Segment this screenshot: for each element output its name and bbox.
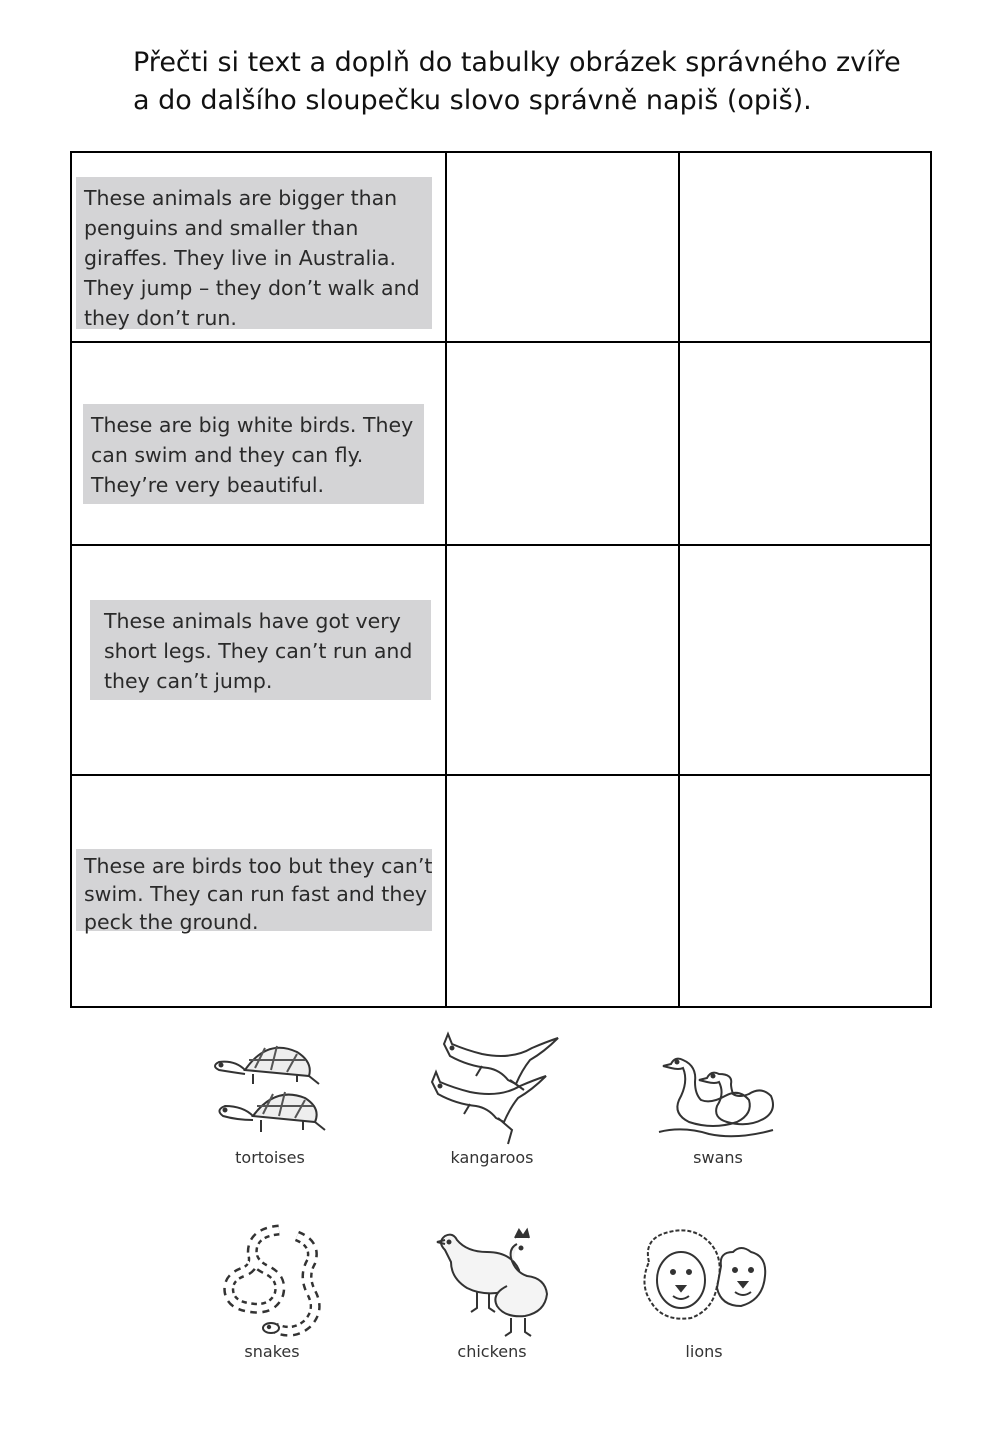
animal-card-lions[interactable] bbox=[604, 1222, 804, 1361]
clue-box bbox=[76, 177, 432, 329]
clue-line: can swim and they can fly. bbox=[91, 443, 364, 467]
clue-line: swim. They can run fast and they bbox=[84, 882, 428, 906]
animal-card-swans[interactable] bbox=[618, 1030, 818, 1167]
word-answer-cell[interactable] bbox=[679, 775, 931, 1007]
animal-card-tortoises[interactable] bbox=[170, 1030, 370, 1167]
animal-label: tortoises bbox=[235, 1148, 305, 1167]
chicken-icon bbox=[427, 1222, 557, 1342]
table-row bbox=[71, 152, 931, 342]
animal-label: kangaroos bbox=[450, 1148, 534, 1167]
table-row bbox=[71, 545, 931, 775]
clue-cell bbox=[71, 152, 446, 342]
clue-box bbox=[76, 849, 433, 934]
clue-line: They’re very beautiful. bbox=[91, 473, 325, 497]
table-row bbox=[71, 775, 931, 1007]
picture-answer-cell[interactable] bbox=[446, 545, 679, 775]
instructions-line-2: a do dalšího sloupečku slovo správně napiš (opiš). bbox=[133, 85, 812, 116]
lion-icon bbox=[629, 1222, 779, 1342]
picture-answer-cell[interactable] bbox=[446, 775, 679, 1007]
clue-box bbox=[90, 600, 431, 700]
instructions-line-1: Přečti si text a doplň do tabulky obrázek správného zvíře bbox=[133, 47, 901, 78]
clue-line: They jump – they don’t walk and bbox=[84, 276, 420, 300]
picture-answer-cell[interactable] bbox=[446, 342, 679, 545]
clue-line: they can’t jump. bbox=[104, 669, 273, 693]
clue-line: penguins and smaller than bbox=[84, 216, 359, 240]
animal-label: snakes bbox=[244, 1342, 300, 1361]
word-answer-cell[interactable] bbox=[679, 342, 931, 545]
animal-card-kangaroos[interactable] bbox=[392, 1030, 592, 1167]
clue-line: they don’t run. bbox=[84, 306, 237, 330]
instructions bbox=[133, 44, 953, 120]
clue-line: These animals have got very bbox=[104, 609, 401, 633]
picture-answer-cell[interactable] bbox=[446, 152, 679, 342]
animal-label: lions bbox=[685, 1342, 723, 1361]
animal-card-chickens[interactable] bbox=[392, 1222, 592, 1361]
word-answer-cell[interactable] bbox=[679, 152, 931, 342]
clue-line: These are big white birds. They bbox=[91, 413, 414, 437]
clue-box bbox=[83, 404, 424, 504]
animal-card-snakes[interactable] bbox=[172, 1222, 372, 1361]
answer-table bbox=[70, 151, 932, 1008]
table-row bbox=[71, 342, 931, 545]
clue-cell bbox=[71, 775, 446, 1007]
clue-cell bbox=[71, 342, 446, 545]
clue-cell bbox=[71, 545, 446, 775]
animal-label: swans bbox=[693, 1148, 743, 1167]
word-answer-cell[interactable] bbox=[679, 545, 931, 775]
kangaroo-icon bbox=[422, 1030, 562, 1148]
clue-line: peck the ground. bbox=[84, 910, 259, 934]
swan-icon bbox=[653, 1030, 783, 1148]
animal-label: chickens bbox=[457, 1342, 527, 1361]
clue-line: giraffes. They live in Australia. bbox=[84, 246, 396, 270]
clue-line: These are birds too but they can’t bbox=[84, 854, 433, 878]
clue-line: These animals are bigger than bbox=[84, 186, 398, 210]
snake-icon bbox=[207, 1222, 337, 1342]
clue-line: short legs. They can’t run and bbox=[104, 639, 413, 663]
tortoise-icon bbox=[205, 1030, 335, 1148]
